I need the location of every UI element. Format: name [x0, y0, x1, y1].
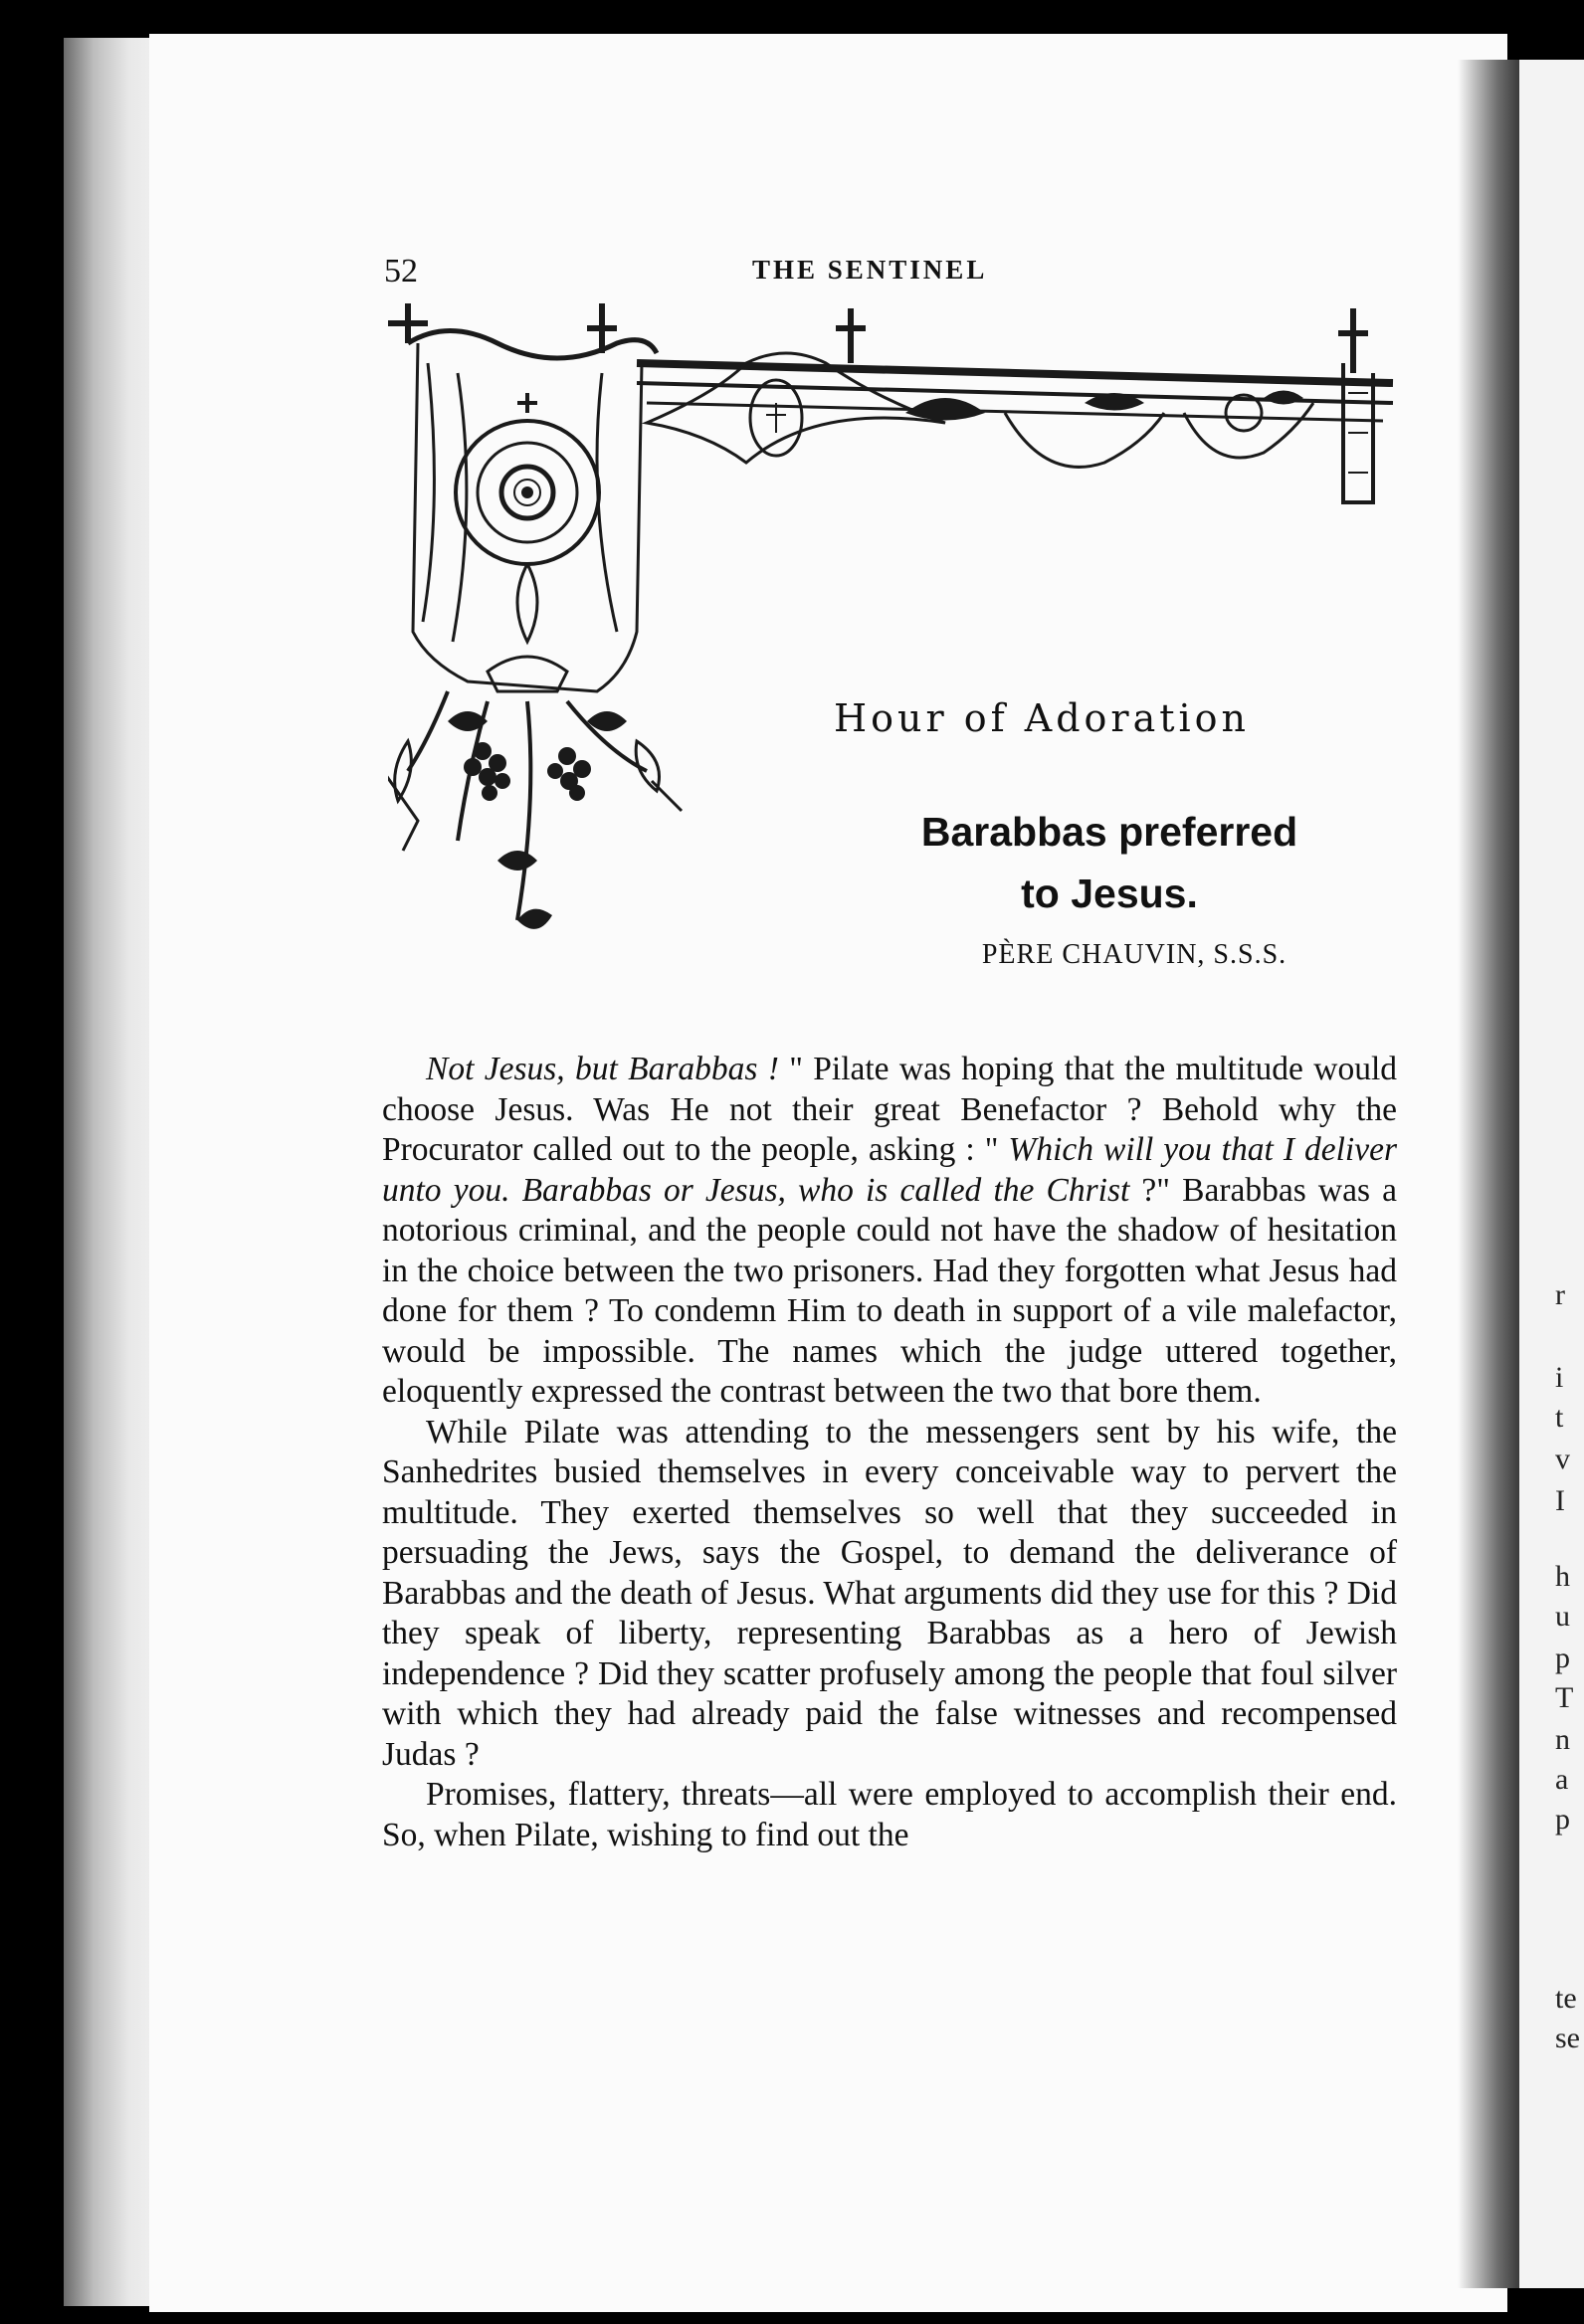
fragment: r — [1555, 1278, 1565, 1311]
running-title: THE SENTINEL — [752, 255, 988, 285]
lead-phrase: Not Jesus, but Barabbas ! — [426, 1051, 779, 1087]
article-body — [382, 1050, 1397, 1855]
pilate-quote: Which will you that I deliver unto you. Barabbas or Jesus, who is called the Christ — [382, 1131, 1397, 1209]
fragment: t — [1555, 1401, 1564, 1434]
fragment: te — [1555, 1982, 1577, 2015]
fragment: n — [1555, 1723, 1570, 1756]
page-gutter-shadow — [1458, 60, 1519, 2288]
fragment: se — [1555, 2022, 1580, 2054]
fragment: p — [1555, 1803, 1570, 1836]
fragment: v — [1555, 1443, 1570, 1475]
byline: PÈRE CHAUVIN, S.S.S. — [981, 939, 1287, 970]
fragment: h — [1555, 1560, 1570, 1593]
paragraph-1-text-a: " Pilate was hoping that the multitude would choose Jesus. Was He not their great Benefactor ? Behold why the Procurator called out to the people, asking : " — [382, 1051, 1398, 1168]
article-title — [846, 801, 1373, 924]
paragraph-2: While Pilate was attending to the messengers sent by his wife, the Sanhedrites busied themselves in every conceivable way to pervert the multitude. They exerted themselves so well that they succeeded in persuading the Jews, says the Gospel, to demand the deliverance of Barabbas and the death of Jesus. What arguments did they use for this ? Did they speak of liberty, representing Barabbas as a hero of Jewish independence ? Did they scatter profusely among the people that foul silver with which they had already paid the false witnesses and recompensed Judas ? — [382, 1413, 1397, 1773]
article-title-line-1: Barabbas preferred — [920, 809, 1298, 855]
fragment: I — [1555, 1484, 1565, 1517]
fragment: i — [1555, 1361, 1564, 1394]
section-heading: Hour of Adoration — [834, 696, 1250, 740]
running-head — [384, 253, 1021, 292]
fragment: p — [1555, 1642, 1570, 1674]
fragment: a — [1555, 1763, 1569, 1796]
page-number: 52 — [384, 253, 418, 290]
paragraph-3: Promises, flattery, threats—all were employed to accomplish their end. So, when Pilate, wishing to find out the — [382, 1776, 1397, 1853]
fragment: u — [1555, 1600, 1570, 1633]
fragment: T — [1555, 1681, 1574, 1714]
article-title-line-2: to Jesus. — [1021, 871, 1198, 916]
paragraph-1-text-b: ?" Barabbas was a notorious criminal, and the people could not have the shadow of hesitation in the choice between the two prisoners. Had they forgotten what Jesus had done for them ? To condemn Him to death in support of a vile malefactor, would be impossible. The names which the judge uttered together, eloquently expressed the contrast between the two that bore them. — [382, 1171, 1397, 1410]
paragraph-1 — [382, 1050, 1397, 1413]
